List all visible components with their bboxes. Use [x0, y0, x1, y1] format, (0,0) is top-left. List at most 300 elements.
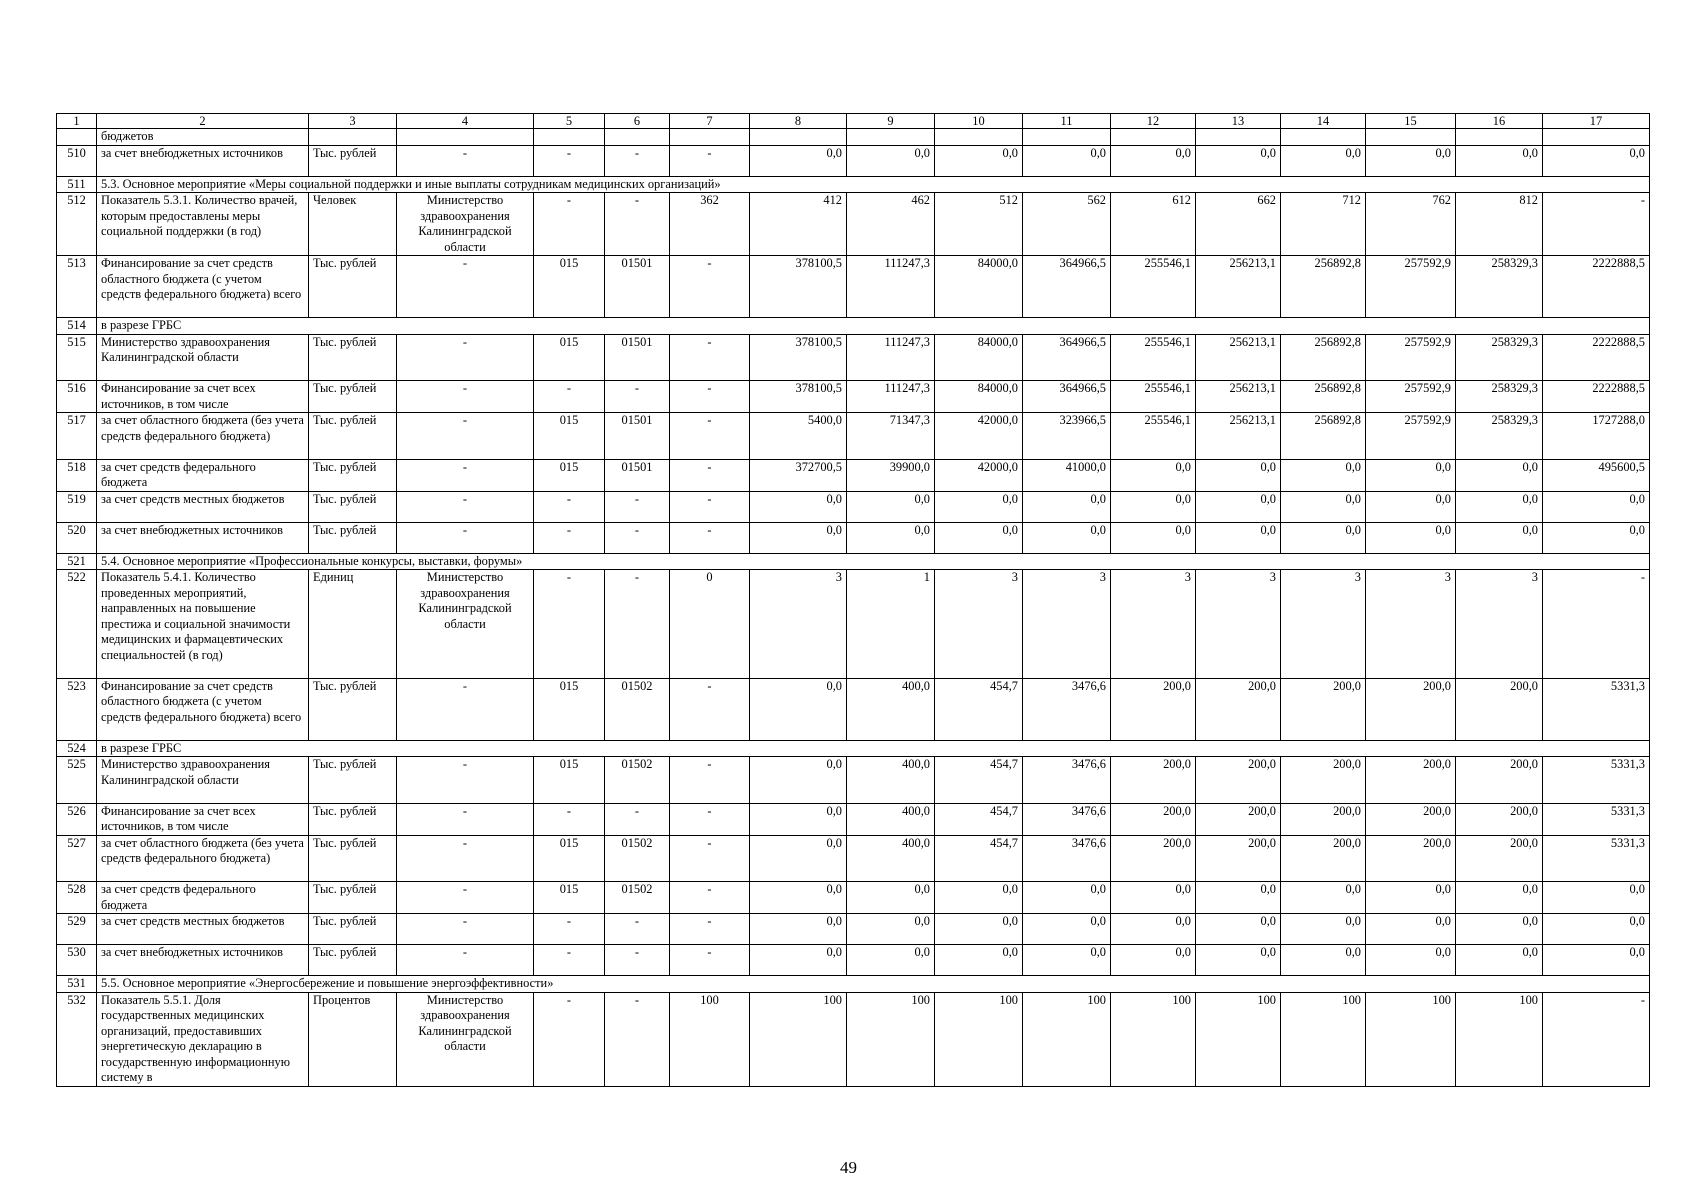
section-row [57, 318, 1650, 335]
table-cell: - [534, 914, 605, 945]
row-label: за счет средств федерального бюджета [97, 459, 309, 491]
table-cell: 256213,1 [1196, 334, 1281, 381]
table-cell: 01502 [605, 757, 670, 804]
table-cell: 3476,6 [1023, 757, 1111, 804]
table-cell: 015 [534, 459, 605, 491]
column-header: 1 [57, 114, 97, 129]
table-cell: 2222888,5 [1543, 334, 1650, 381]
table-cell: 2222888,5 [1543, 381, 1650, 413]
table-cell: 662 [1196, 193, 1281, 256]
table-cell: 400,0 [847, 678, 935, 740]
table-cell: 111247,3 [847, 256, 935, 318]
table-cell: 0,0 [750, 803, 847, 835]
table-cell: 0,0 [847, 145, 935, 176]
row-number: 513 [57, 256, 97, 318]
table-cell: 0,0 [935, 145, 1023, 176]
table-cell: 015 [534, 334, 605, 381]
table-cell: 015 [534, 256, 605, 318]
table-cell: 512 [935, 193, 1023, 256]
table-cell: 0,0 [935, 491, 1023, 522]
table-cell: 256892,8 [1281, 413, 1366, 460]
table-cell [1281, 129, 1366, 146]
table-cell: 0,0 [1111, 459, 1196, 491]
table-cell: 0 [670, 570, 750, 679]
table-cell: 0,0 [1366, 945, 1456, 976]
table-cell [750, 129, 847, 146]
table-cell: 015 [534, 678, 605, 740]
table-row [57, 413, 1650, 460]
table-cell: - [670, 381, 750, 413]
table-cell: 256213,1 [1196, 256, 1281, 318]
column-header: 13 [1196, 114, 1281, 129]
table-cell: 5331,3 [1543, 803, 1650, 835]
row-number: 524 [57, 740, 97, 757]
table-cell: 200,0 [1281, 803, 1366, 835]
table-cell: 200,0 [1281, 835, 1366, 882]
table-cell: 0,0 [1543, 491, 1650, 522]
row-label: за счет областного бюджета (без учета средств федерального бюджета) [97, 835, 309, 882]
table-cell: 84000,0 [935, 256, 1023, 318]
table-cell: 0,0 [1456, 491, 1543, 522]
table-cell: 0,0 [1111, 522, 1196, 553]
table-cell: 100 [1456, 992, 1543, 1086]
table-cell: 0,0 [750, 522, 847, 553]
table-cell: 100 [670, 992, 750, 1086]
row-number: 529 [57, 914, 97, 945]
table-row [57, 945, 1650, 976]
row-label: за счет областного бюджета (без учета средств федерального бюджета) [97, 413, 309, 460]
table-cell: 01501 [605, 334, 670, 381]
table-cell: 01502 [605, 882, 670, 914]
row-number: 511 [57, 176, 97, 193]
table-cell: 015 [534, 835, 605, 882]
column-header: 4 [397, 114, 534, 129]
table-cell: 100 [1366, 992, 1456, 1086]
table-cell: Человек [309, 193, 397, 256]
table-cell: 01501 [605, 459, 670, 491]
table-cell: 256892,8 [1281, 256, 1366, 318]
table-cell: Тыс. рублей [309, 835, 397, 882]
table-cell: 2222888,5 [1543, 256, 1650, 318]
table-cell: Тыс. рублей [309, 334, 397, 381]
column-header: 9 [847, 114, 935, 129]
table-cell: 0,0 [847, 914, 935, 945]
row-number: 515 [57, 334, 97, 381]
table-cell: 01501 [605, 413, 670, 460]
column-header: 2 [97, 114, 309, 129]
table-cell: 3476,6 [1023, 678, 1111, 740]
table-cell: 454,7 [935, 757, 1023, 804]
table-cell: 015 [534, 413, 605, 460]
table-cell: 01502 [605, 835, 670, 882]
table-cell [605, 129, 670, 146]
table-cell: 100 [935, 992, 1023, 1086]
table-cell: 258329,3 [1456, 256, 1543, 318]
table-cell: 1 [847, 570, 935, 679]
table-cell [1111, 129, 1196, 146]
table-cell [1023, 129, 1111, 146]
table-cell: 200,0 [1366, 835, 1456, 882]
table-cell: 812 [1456, 193, 1543, 256]
table-cell: - [670, 491, 750, 522]
table-cell: - [670, 757, 750, 804]
column-header: 12 [1111, 114, 1196, 129]
table-cell: Тыс. рублей [309, 256, 397, 318]
table-cell: - [605, 522, 670, 553]
table-cell: 200,0 [1456, 678, 1543, 740]
row-label: Министерство здравоохранения Калининградской области [97, 334, 309, 381]
table-cell: 015 [534, 757, 605, 804]
table-cell: 0,0 [1023, 914, 1111, 945]
table-cell [670, 129, 750, 146]
table-cell: 0,0 [1543, 945, 1650, 976]
table-cell: 100 [1281, 992, 1366, 1086]
table-cell: 362 [670, 193, 750, 256]
table-cell: Тыс. рублей [309, 678, 397, 740]
table-row [57, 835, 1650, 882]
table-cell: 111247,3 [847, 334, 935, 381]
table-cell: Тыс. рублей [309, 413, 397, 460]
table-cell: 0,0 [1281, 522, 1366, 553]
table-cell: - [670, 522, 750, 553]
table-cell: Тыс. рублей [309, 381, 397, 413]
table-cell: - [397, 757, 534, 804]
table-cell: - [534, 193, 605, 256]
table-cell: 0,0 [1456, 459, 1543, 491]
table-cell: - [605, 570, 670, 679]
row-number: 519 [57, 491, 97, 522]
table-cell: Тыс. рублей [309, 522, 397, 553]
table-cell: 0,0 [1023, 945, 1111, 976]
table-row [57, 882, 1650, 914]
table-cell: 3 [935, 570, 1023, 679]
row-label: за счет средств федерального бюджета [97, 882, 309, 914]
table-cell: 5331,3 [1543, 835, 1650, 882]
table-cell: 0,0 [1366, 882, 1456, 914]
table-cell: Тыс. рублей [309, 914, 397, 945]
table-cell: 364966,5 [1023, 256, 1111, 318]
column-header: 10 [935, 114, 1023, 129]
table-cell: Тыс. рублей [309, 459, 397, 491]
table-cell: Тыс. рублей [309, 145, 397, 176]
table-cell [309, 129, 397, 146]
table-cell: 0,0 [847, 945, 935, 976]
table-cell: 0,0 [1196, 145, 1281, 176]
table-cell: 0,0 [935, 914, 1023, 945]
table-cell: 0,0 [1543, 914, 1650, 945]
row-number: 528 [57, 882, 97, 914]
table-cell: 200,0 [1281, 757, 1366, 804]
table-cell: - [397, 381, 534, 413]
table-cell: 0,0 [1023, 491, 1111, 522]
table-cell: 200,0 [1456, 835, 1543, 882]
table-cell: 1727288,0 [1543, 413, 1650, 460]
table-cell: - [605, 193, 670, 256]
table-cell: 200,0 [1111, 835, 1196, 882]
column-header: 14 [1281, 114, 1366, 129]
column-header: 7 [670, 114, 750, 129]
table-cell: 0,0 [1111, 914, 1196, 945]
row-number: 526 [57, 803, 97, 835]
table-cell: 0,0 [1281, 945, 1366, 976]
table-cell: 0,0 [750, 945, 847, 976]
table-cell: 0,0 [1281, 491, 1366, 522]
table-cell: 255546,1 [1111, 334, 1196, 381]
table-cell: 612 [1111, 193, 1196, 256]
table-cell: 200,0 [1366, 757, 1456, 804]
table-cell [397, 129, 534, 146]
table-row [57, 570, 1650, 679]
table-cell: 3 [1196, 570, 1281, 679]
table-cell: 0,0 [750, 835, 847, 882]
table-cell: 454,7 [935, 803, 1023, 835]
table-cell: 400,0 [847, 757, 935, 804]
table-cell: 0,0 [1196, 882, 1281, 914]
section-title: в разрезе ГРБС [97, 740, 1650, 757]
table-row [57, 992, 1650, 1086]
table-cell: 712 [1281, 193, 1366, 256]
table-row [57, 459, 1650, 491]
table-cell: - [670, 678, 750, 740]
section-title: 5.5. Основное мероприятие «Энергосбережение и повышение энергоэффективности» [97, 976, 1650, 993]
table-cell: - [670, 835, 750, 882]
table-cell: 258329,3 [1456, 413, 1543, 460]
table-cell: 200,0 [1111, 678, 1196, 740]
table-cell: 0,0 [1366, 914, 1456, 945]
row-label: Финансирование за счет всех источников, в том числе [97, 381, 309, 413]
header-row [57, 114, 1650, 129]
row-number: 521 [57, 553, 97, 570]
table-cell: 0,0 [1456, 882, 1543, 914]
row-label: за счет внебюджетных источников [97, 945, 309, 976]
table-cell: 0,0 [1456, 914, 1543, 945]
section-row [57, 976, 1650, 993]
row-number: 530 [57, 945, 97, 976]
table-cell: 42000,0 [935, 459, 1023, 491]
table-cell: 0,0 [1456, 945, 1543, 976]
table-cell: 0,0 [847, 882, 935, 914]
table-cell: 0,0 [935, 945, 1023, 976]
table-cell: 255546,1 [1111, 256, 1196, 318]
table-cell: 0,0 [1366, 522, 1456, 553]
table-cell: 5331,3 [1543, 757, 1650, 804]
table-cell: 3 [1456, 570, 1543, 679]
table-cell: - [605, 945, 670, 976]
table-cell: - [397, 459, 534, 491]
table-cell: 0,0 [1111, 945, 1196, 976]
table-cell: Министерство здравоохранения Калининградской области [397, 193, 534, 256]
table-cell: - [670, 945, 750, 976]
table-cell: 0,0 [750, 882, 847, 914]
table-cell: 257592,9 [1366, 381, 1456, 413]
table-cell: Единиц [309, 570, 397, 679]
table-cell: 84000,0 [935, 334, 1023, 381]
table-cell: 0,0 [750, 145, 847, 176]
table-cell: 0,0 [1281, 459, 1366, 491]
table-cell: 0,0 [935, 882, 1023, 914]
table-cell: - [670, 334, 750, 381]
table-body [57, 114, 1650, 1087]
row-label: за счет внебюджетных источников [97, 145, 309, 176]
table-cell: - [397, 835, 534, 882]
table-cell: 200,0 [1111, 803, 1196, 835]
table-cell: - [605, 992, 670, 1086]
table-cell: 200,0 [1196, 803, 1281, 835]
table-cell: - [670, 803, 750, 835]
table-cell: - [397, 334, 534, 381]
table-cell: Тыс. рублей [309, 882, 397, 914]
table-cell: 364966,5 [1023, 334, 1111, 381]
table-cell: 412 [750, 193, 847, 256]
table-cell: - [534, 945, 605, 976]
row-number [57, 129, 97, 146]
table-cell: - [397, 145, 534, 176]
table-cell: - [534, 570, 605, 679]
row-label: Министерство здравоохранения Калининградской области [97, 757, 309, 804]
table-cell: Тыс. рублей [309, 491, 397, 522]
column-header: 3 [309, 114, 397, 129]
row-label: Финансирование за счет средств областного бюджета (с учетом средств федерального бюджета) всего [97, 678, 309, 740]
section-row [57, 553, 1650, 570]
table-cell: - [534, 992, 605, 1086]
table-cell: 454,7 [935, 678, 1023, 740]
table-cell: 0,0 [750, 678, 847, 740]
section-title: 5.4. Основное мероприятие «Профессиональные конкурсы, выставки, форумы» [97, 553, 1650, 570]
table-cell: 0,0 [1281, 882, 1366, 914]
table-cell: 0,0 [1196, 945, 1281, 976]
table-cell [847, 129, 935, 146]
column-header: 5 [534, 114, 605, 129]
row-label: Показатель 5.5.1. Доля государственных медицинских организаций, предоставивших энергетическую декларацию в государственную информационную систему в [97, 992, 309, 1086]
row-number: 514 [57, 318, 97, 335]
row-label: за счет средств местных бюджетов [97, 914, 309, 945]
table-cell: 0,0 [1281, 145, 1366, 176]
table-cell [1543, 129, 1650, 146]
table-cell: 0,0 [847, 491, 935, 522]
table-cell: 3 [1366, 570, 1456, 679]
table-cell: - [605, 803, 670, 835]
table-cell: 372700,5 [750, 459, 847, 491]
section-row [57, 176, 1650, 193]
table-cell: 5331,3 [1543, 678, 1650, 740]
table-cell: - [670, 413, 750, 460]
table-cell: - [397, 914, 534, 945]
table-cell: - [605, 914, 670, 945]
table-cell: - [605, 145, 670, 176]
row-label: Показатель 5.4.1. Количество проведенных мероприятий, направленных на повышение престижа и социальной значимости медицинских и фармацевтических специальностей (в год) [97, 570, 309, 679]
table-cell: 100 [750, 992, 847, 1086]
table-row [57, 757, 1650, 804]
table-cell: 462 [847, 193, 935, 256]
table-cell: 378100,5 [750, 256, 847, 318]
table-cell: 3 [1281, 570, 1366, 679]
table-cell: 255546,1 [1111, 381, 1196, 413]
table-cell: - [397, 491, 534, 522]
table-cell: 01501 [605, 256, 670, 318]
table-cell: - [534, 522, 605, 553]
table-cell: 100 [1023, 992, 1111, 1086]
row-number: 510 [57, 145, 97, 176]
table-cell: 0,0 [750, 491, 847, 522]
table-cell: 3 [750, 570, 847, 679]
table-cell: 0,0 [1366, 491, 1456, 522]
column-header: 8 [750, 114, 847, 129]
table-cell: 0,0 [1023, 145, 1111, 176]
table-cell: 41000,0 [1023, 459, 1111, 491]
table-cell: 258329,3 [1456, 334, 1543, 381]
table-cell: 0,0 [1543, 522, 1650, 553]
row-number: 532 [57, 992, 97, 1086]
row-number: 517 [57, 413, 97, 460]
table-row [57, 803, 1650, 835]
table-cell: 200,0 [1456, 757, 1543, 804]
page-number: 49 [840, 1158, 857, 1177]
table-row [57, 256, 1650, 318]
table-cell: Тыс. рублей [309, 803, 397, 835]
table-cell: 0,0 [750, 914, 847, 945]
table-cell: - [397, 678, 534, 740]
table-cell: 200,0 [1111, 757, 1196, 804]
table-cell: - [1543, 992, 1650, 1086]
table-cell: - [534, 145, 605, 176]
table-cell: - [534, 381, 605, 413]
section-title: в разрезе ГРБС [97, 318, 1650, 335]
table-cell [935, 129, 1023, 146]
table-cell: 0,0 [750, 757, 847, 804]
table-cell: 0,0 [1196, 491, 1281, 522]
table-cell: 3476,6 [1023, 835, 1111, 882]
table-cell: 200,0 [1196, 835, 1281, 882]
table-row [57, 491, 1650, 522]
table-cell: 0,0 [1023, 522, 1111, 553]
column-header: 17 [1543, 114, 1650, 129]
table-cell: 0,0 [847, 522, 935, 553]
row-number: 512 [57, 193, 97, 256]
column-header: 6 [605, 114, 670, 129]
table-cell: - [397, 803, 534, 835]
table-cell: 84000,0 [935, 381, 1023, 413]
table-cell: - [605, 491, 670, 522]
table-cell: 400,0 [847, 803, 935, 835]
table-cell [534, 129, 605, 146]
table-cell: - [670, 145, 750, 176]
table-cell: - [397, 945, 534, 976]
table-cell: 256213,1 [1196, 381, 1281, 413]
budget-table [56, 113, 1650, 1087]
table-row [57, 334, 1650, 381]
table-cell: 762 [1366, 193, 1456, 256]
table-cell: 378100,5 [750, 381, 847, 413]
table-cell: - [397, 256, 534, 318]
column-header: 15 [1366, 114, 1456, 129]
row-number: 518 [57, 459, 97, 491]
table-cell: 0,0 [1023, 882, 1111, 914]
table-cell: 400,0 [847, 835, 935, 882]
table-cell [1366, 129, 1456, 146]
table-row [57, 129, 1650, 146]
table-cell: - [397, 882, 534, 914]
table-cell: Тыс. рублей [309, 945, 397, 976]
table-cell: 0,0 [1111, 491, 1196, 522]
table-cell: - [605, 381, 670, 413]
table-cell: 3 [1111, 570, 1196, 679]
row-label: Финансирование за счет средств областного бюджета (с учетом средств федерального бюджета) всего [97, 256, 309, 318]
table-cell: 200,0 [1366, 678, 1456, 740]
table-cell: 454,7 [935, 835, 1023, 882]
table-cell: 0,0 [1111, 882, 1196, 914]
table-cell: 100 [847, 992, 935, 1086]
row-number: 516 [57, 381, 97, 413]
